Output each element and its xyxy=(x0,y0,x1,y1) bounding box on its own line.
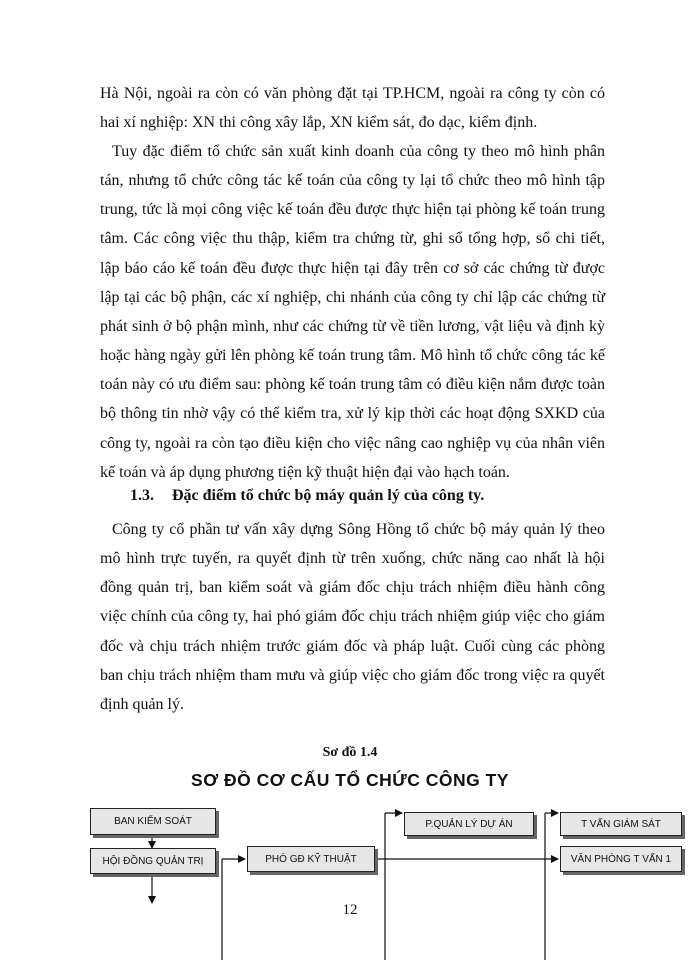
paragraph-intro: Hà Nội, ngoài ra còn có văn phòng đặt tại TP.HCM, ngoài ra công ty còn có hai xí nghiệp: XN thi công xây lắp, XN kiểm sát, đo dạc, kiểm định. xyxy=(100,85,605,132)
diagram-title: SƠ ĐỒ CƠ CẤU TỔ CHỨC CÔNG TY xyxy=(191,770,509,790)
section-title: Đặc điểm tổ chức bộ máy quản lý của công ty. xyxy=(172,487,485,504)
page-number: 12 xyxy=(342,902,358,918)
box-p-quan-ly-du-an: P.QUẢN LÝ DỰ ÁN xyxy=(404,812,534,836)
box-van-phong-tu-van-1: VĂN PHÒNG T VẤN 1 xyxy=(560,846,682,872)
box-pho-gd-ky-thuat: PHÓ GĐ KỸ THUẬT xyxy=(247,846,375,872)
paragraph-accounting-model: Tuy đặc điểm tổ chức sản xuất kinh doanh của công ty theo mô hình phân tán, nhưng tổ chức công tác kế toán của công ty lại tổ chức theo mô hình tập trung, tức là mọi công việc kế toán đều được thực hiện tại phòng kế toán trung tâm. Các công việc thu thập, kiểm tra chứng từ, ghi sổ tổng hợp, sổ chi tiết, lập báo cáo kế toán đều được thực hiện tại đây trên cơ sở các chứng từ được lập tại các bộ phận, các xí nghiệp, chi nhánh của công ty chỉ lập các chứng từ phát sinh ở bộ phận mình, như các chứng từ về tiền lương, vật liệu và định kỳ hoặc hàng ngày gửi lên phòng kế toán trung tâm. Mô hình tổ chức công tác kế toán này có ưu điểm sau: phòng kế toán trung tâm có điều kiện nắm được toàn bộ thông tin nhờ vậy có thể kiểm tra, xử lý kịp thời các hoạt động SXKD của công ty, ngoài ra còn tạo điều kiện cho việc nâng cao nghiệp vụ của nhân viên kế toán và áp dụng phương tiện kỹ thuật hiện đại vào hạch toán. xyxy=(100,143,605,481)
box-ban-kiem-soat: BAN KIỂM SOÁT xyxy=(90,808,216,835)
diagram-subtitle: Sơ đồ 1.4 xyxy=(322,745,378,760)
box-tu-van-giam-sat: T VẤN GIÁM SÁT xyxy=(560,812,682,836)
box-hoi-dong-quan-tri: HỘI ĐỒNG QUẢN TRỊ xyxy=(90,848,216,874)
section-number: 1.3. xyxy=(130,487,154,504)
paragraph-management-structure: Công ty cổ phần tư vấn xây dựng Sông Hồng tổ chức bộ máy quản lý theo mô hình trực tuyến, ra quyết định từ trên xuống, chức năng cao nhất là hội đồng quản trị, ban kiểm soát và giám đốc chịu trách nhiệm điều hành công việc chính của công ty, hai phó giám đốc chịu trách nhiệm giúp việc cho giám đốc và chịu trách nhiệm trước giám đốc và pháp luật. Cuối cùng các phòng ban chịu trách nhiệm tham mưu và giúp việc cho giám đốc trong việc ra quyết định quản lý. xyxy=(100,521,605,713)
